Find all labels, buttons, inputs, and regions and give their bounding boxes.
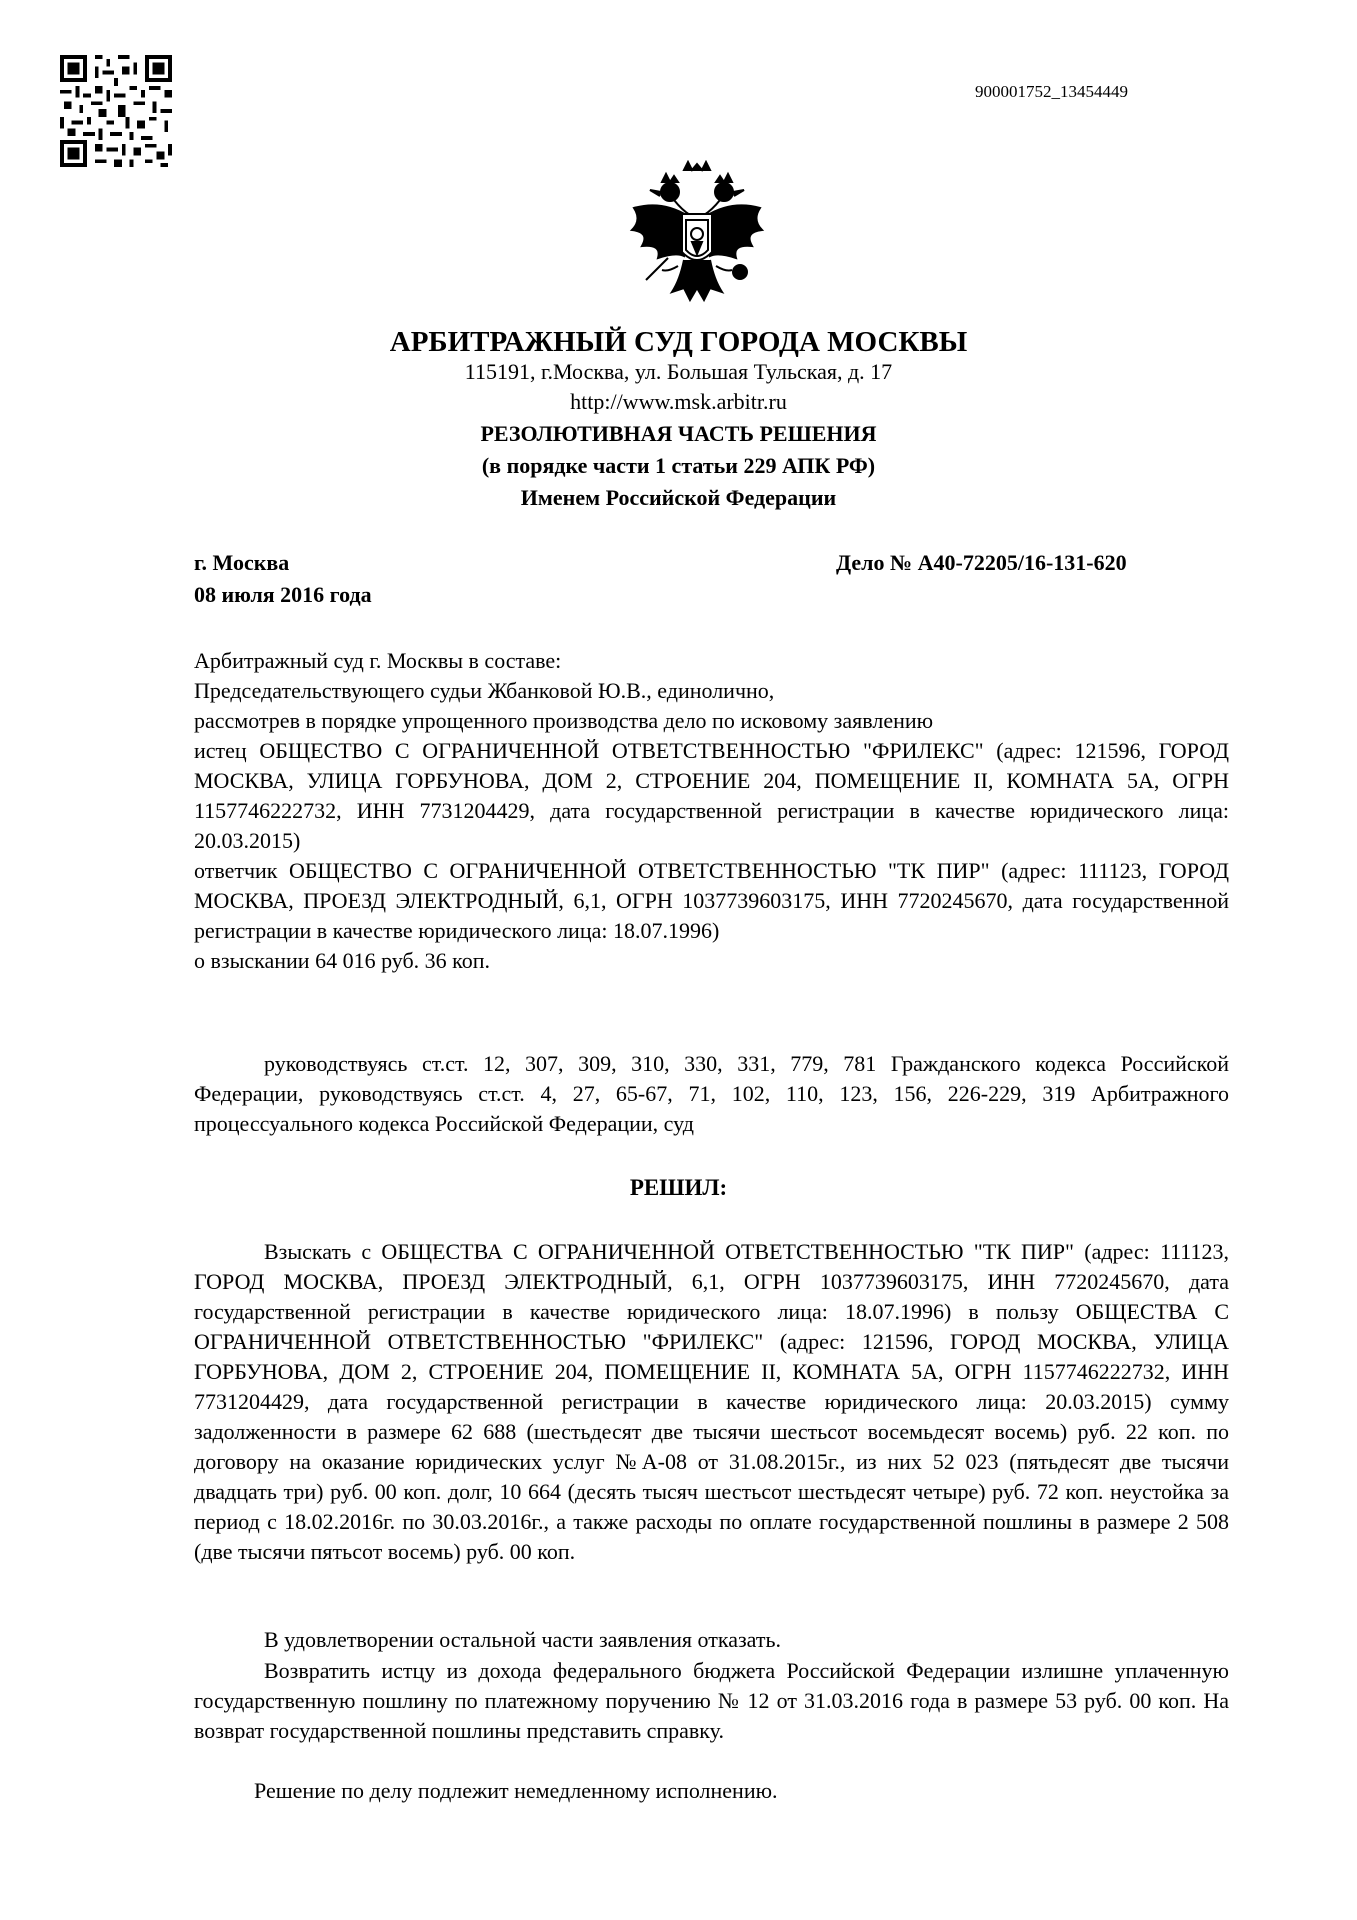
court-name: АРБИТРАЖНЫЙ СУД ГОРОДА МОСКВЫ [389, 326, 968, 358]
city: г. Москва [194, 550, 290, 575]
coat-of-arms-icon [622, 160, 772, 320]
intro-line: Арбитражный суд г. Москвы в составе: [194, 648, 562, 673]
decision-paragraph-refusal: В удовлетворении остальной части заявления отказать. [264, 1627, 782, 1652]
document-subtype: (в порядке части 1 статьи 229 АПК РФ) [481, 453, 876, 478]
court-website: http://www.msk.arbitr.ru [570, 389, 787, 414]
decision-paragraph-execution: Решение по делу подлежит немедленному исполнению. [254, 1778, 778, 1803]
intro-block [194, 646, 1229, 976]
decision-date: 08 июля 2016 года [194, 582, 372, 607]
case-number: Дело № А40-72205/16-131-620 [836, 550, 1127, 575]
decision-paragraph-main: Взыскать с ОБЩЕСТВА С ОГРАНИЧЕННОЙ ОТВЕТСТВЕННОСТЬЮ "ТК ПИР" (адрес: 111123, ГОРОД МОСКВА, ПРОЕЗД ЭЛЕКТРОДНЫЙ, 6,1, ОГРН 1037739603175, ИНН 7720245670, дата государственной регистрации в качестве юридического лица: 18.07.1996) в пользу ОБЩЕСТВА С ОГРАНИЧЕННОЙ ОТВЕТСТВЕННОСТЬЮ "ФРИЛЕКС" (адрес: 121596, ГОРОД МОСКВА, УЛИЦА ГОРБУНОВА, ДОМ 2, СТРОЕНИЕ 204, ПОМЕЩЕНИЕ II, КОМНАТА 5А, ОГРН 1157746222732, ИНН 7731204429, дата государственной регистрации в качестве юридического лица: 20.03.2015) сумму задолженности в размере 62 688 (шестьдесят две тысячи шестьсот восемьдесят восемь) руб. 22 коп. по договору на оказание юридических услуг №А-08 от 31.08.2015г., из них 52 023 (пятьдесят две тысячи двадцать три) руб. 00 коп. долг, 10 664 (десять тысяч шестьсот шестьдесят четыре) руб. 72 коп. неустойка за период с 18.02.2016г. по 30.03.2016г., а также расходы по оплате государственной пошлины в размере 2 508 (две тысячи пятьсот восемь) руб. 00 коп. [194, 1239, 1229, 1564]
intro-line: рассмотрев в порядке упрощенного производства дело по исковому заявлению [194, 708, 934, 733]
in-name-of: Именем Российской Федерации [520, 485, 837, 510]
document-id: 900001752_13454449 [975, 82, 1128, 101]
claim-amount: о взыскании 64 016 руб. 36 коп. [194, 948, 491, 973]
document-type: РЕЗОЛЮТИВНАЯ ЧАСТЬ РЕШЕНИЯ [480, 421, 877, 446]
decided-heading: РЕШИЛ: [629, 1175, 728, 1200]
court-address: 115191, г.Москва, ул. Большая Тульская, д. 17 [464, 359, 893, 384]
defendant: ответчик ОБЩЕСТВО С ОГРАНИЧЕННОЙ ОТВЕТСТВЕННОСТЬЮ "ТК ПИР" (адрес: 111123, ГОРОД МОСКВА, ПРОЕЗД ЭЛЕКТРОДНЫЙ, 6,1, ОГРН 1037739603175, ИНН 7720245670, дата государственной регистрации в качестве юридического лица: 18.07.1996) [194, 858, 1229, 943]
decision-paragraph-refund: Возвратить истцу из дохода федерального бюджета Российской Федерации излишне уплаченную государственную пошлину по платежному поручению № 12 от 31.03.2016 года в размере 53 руб. 00 коп. На возврат государственной пошлины представить справку. [194, 1658, 1229, 1743]
guided-by-paragraph: руководствуясь ст.ст. 12, 307, 309, 310, 330, 331, 779, 781 Гражданского кодекса Российской Федерации, руководствуясь ст.ст. 4, 27, 65-67, 71, 102, 110, 123, 156, 226-229, 319 Арбитражного процессуального кодекса Российской Федерации, суд [194, 1051, 1229, 1136]
qr-code [60, 55, 172, 167]
plaintiff: истец ОБЩЕСТВО С ОГРАНИЧЕННОЙ ОТВЕТСТВЕННОСТЬЮ "ФРИЛЕКС" (адрес: 121596, ГОРОД МОСКВА, УЛИЦА ГОРБУНОВА, ДОМ 2, СТРОЕНИЕ 204, ПОМЕЩЕНИЕ II, КОМНАТА 5А, ОГРН 1157746222732, ИНН 7731204429, дата государственной регистрации в качестве юридического лица: 20.03.2015) [194, 738, 1229, 853]
intro-line: Председательствующего судьи Жбанковой Ю.В., единолично, [194, 678, 775, 703]
